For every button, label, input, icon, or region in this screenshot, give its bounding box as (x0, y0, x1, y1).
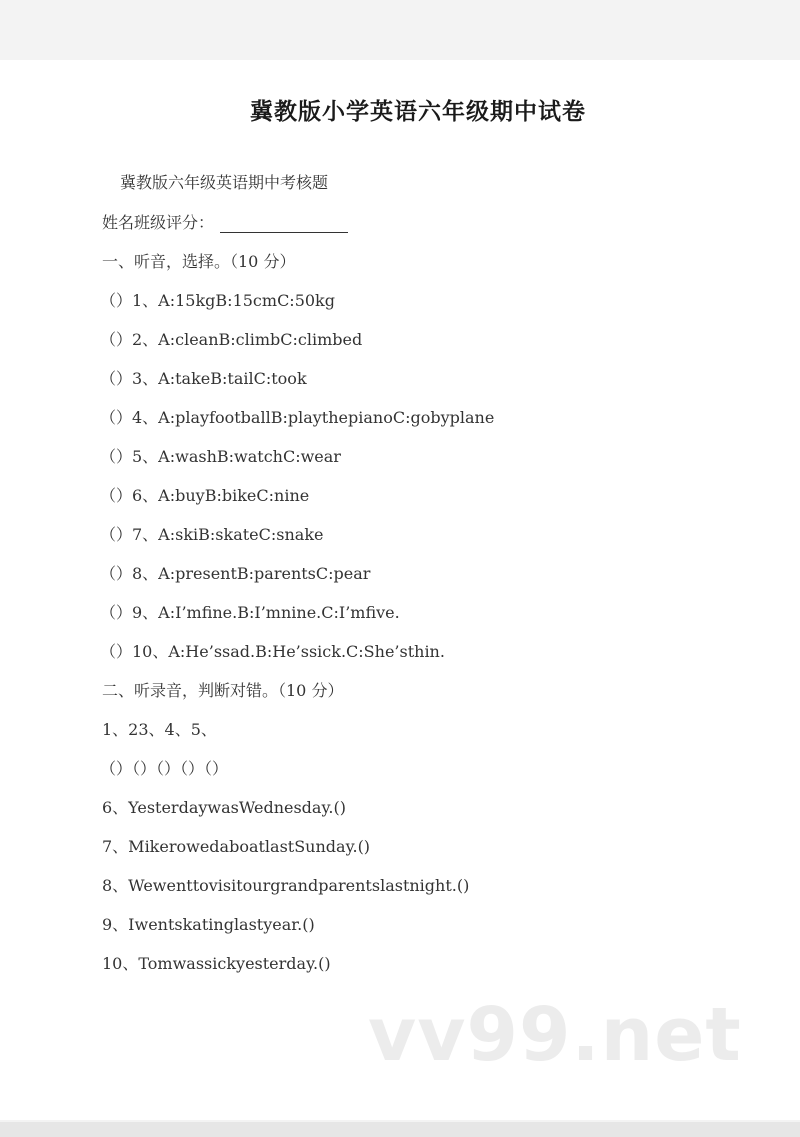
section2-numbers: 1、23、4、5、 (102, 720, 217, 739)
question-4: （）4、A:playfootballB:playthepianoC:gobyplane (100, 408, 495, 427)
judge-10: 10、Tomwassickyesterday.() (102, 954, 331, 973)
page-title: 冀教版小学英语六年级期中试卷 (250, 99, 586, 125)
question-10: （）10、A:He’ssad.B:He’ssick.C:She’sthin. (100, 642, 445, 661)
question-9: （）9、A:I’mfine.B:I’mnine.C:I’mfive. (100, 603, 400, 622)
section1-heading: 一、听音，选择。（10 分） (102, 252, 296, 271)
question-6: （）6、A:buyB:bikeC:nine (100, 486, 310, 505)
section2-brackets: （）（）（）（）（） (100, 759, 229, 778)
question-7: （）7、A:skiB:skateC:snake (100, 525, 324, 544)
question-5: （）5、A:washB:watchC:wear (100, 447, 341, 466)
subtitle: 冀教版六年级英语期中考核题 (120, 173, 329, 192)
question-1: （）1、A:15kgB:15cmC:50kg (100, 291, 335, 310)
name-line (102, 210, 348, 233)
bottom-bar (0, 1122, 800, 1137)
judge-8: 8、Wewenttovisitourgrandparentslastnight.() (102, 876, 470, 895)
question-3: （）3、A:takeB:tailC:took (100, 369, 307, 388)
judge-9: 9、Iwentskatinglastyear.() (102, 915, 315, 934)
judge-7: 7、MikerowedaboatlastSunday.() (102, 837, 371, 856)
watermark: vv99.net (368, 992, 742, 1078)
judge-6: 6、YesterdaywasWednesday.() (102, 798, 346, 817)
question-2: （）2、A:cleanB:climbC:climbed (100, 330, 363, 349)
section2-heading: 二、听录音，判断对错。（10 分） (102, 681, 344, 700)
name-blank[interactable] (220, 216, 348, 233)
question-8: （）8、A:presentB:parentsC:pear (100, 564, 371, 583)
name-label: 姓名班级评分： (102, 213, 215, 232)
